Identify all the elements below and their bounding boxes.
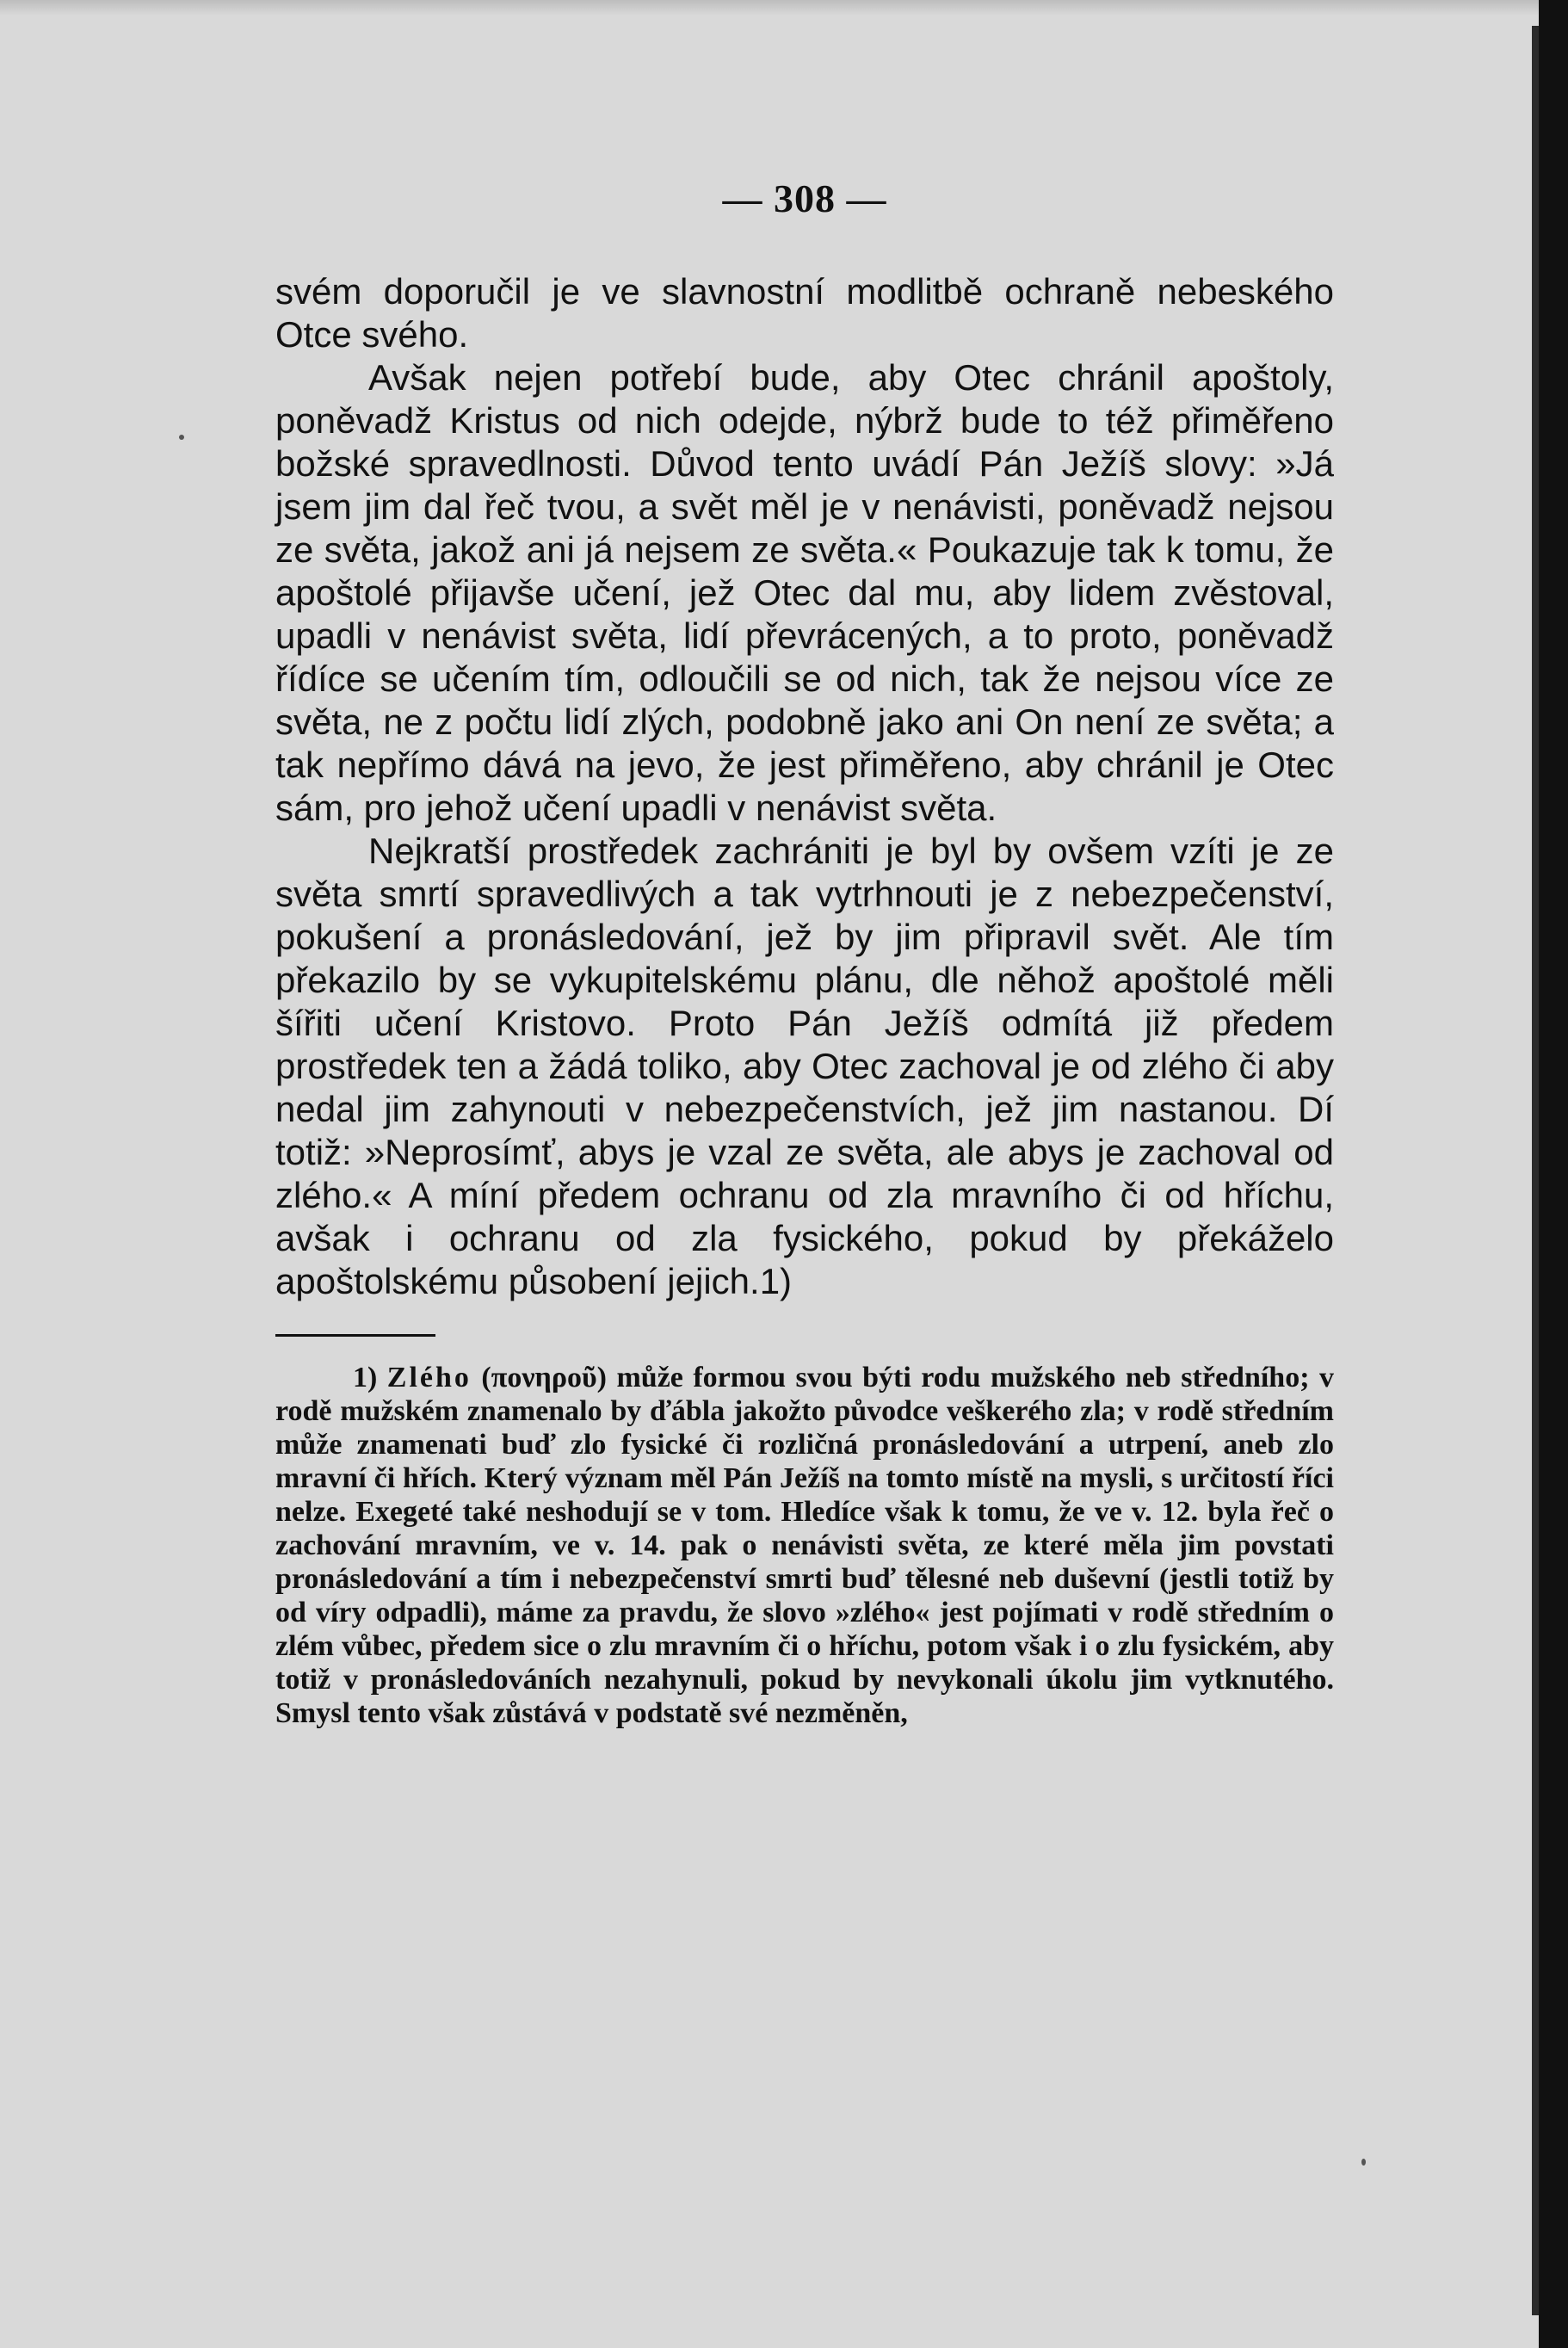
- paragraph-2: Avšak nejen potřebí bude, aby Otec chránil apoštoly, poněvadž Kristus od nich odejde, nýbrž bude to též přiměřeno božské spravedlnosti. Důvod tento uvádí Pán Ježíš slovy: »Já jsem jim dal řeč tvou, a svět měl je v nenávisti, poněvadž nejsou ze světa, jakož ani já nejsem ze světa.« Poukazuje tak k tomu, že apoštolé přijavše učení, jež Otec dal mu, aby lidem zvěstoval, upadli v nenávist světa, lidí převrácených, a to proto, poněvadž řídíce se učením tím, odloučili se od nich, tak že nejsou více ze světa, ne z počtu lidí zlých, podobně jako ani On není ze světa; a tak nepřímo dává na jevo, že jest přiměřeno, aby chránil je Otec sám, pro jehož učení upadli v nenávist světa.: [275, 357, 1334, 828]
- footnote-divider: [275, 1334, 435, 1337]
- scan-speck: [179, 435, 184, 440]
- footnote-greek: (πονηροῦ): [481, 1362, 608, 1393]
- footnote-mark: 1): [353, 1362, 378, 1393]
- scan-right-edge: [1539, 0, 1568, 2348]
- scan-gutter-shadow: [1532, 26, 1539, 2315]
- scan-speck: [1361, 2159, 1366, 2166]
- scan-top-edge: [0, 0, 1568, 15]
- paragraph-1: svém doporučil je ve slavnostní modlitbě ochraně nebeského Otce svého.: [275, 271, 1334, 355]
- footnote-text: může formou svou býti rodu mužského neb středního; v rodě mužském znamenalo by ďábla jakožto původce veškerého zla; v rodě středním může znamenati buď zlo fysické či rozličná pronásledování a utrpení, aneb zlo mravní či hřích. Který význam měl Pán Ježíš na tomto místě na mysli, s určitostí říci nelze. Exegeté také neshodují se v tom. Hledíce však k tomu, že ve v. 12. byla řeč o zachování mravním, ve v. 14. pak o nenávisti světa, ze které měla jim povstati pronásledování a tím i nebezpečenství smrti buď tělesné neb duševní (jestli totiž by od víry odpadli), máme za pravdu, že slovo »zlého« jest pojímati v rodě středním o zlém vůbec, předem sice o zlu mravním či o hříchu, potom však i o zlu fysickém, aby totiž v pronásledováních nezahynuli, pokud by nevykonali úkolu jim vytknutého. Smysl tento však zůstává v podstatě své nezměněn,: [275, 1362, 1334, 1729]
- footnote-lemma: Zlého: [386, 1362, 472, 1393]
- paragraph-3-text: Nejkratší prostředek zachrániti je byl by ovšem vzíti je ze světa smrtí spravedlivých a tak vytrhnouti je z nebezpečenství, pokušení a pronásledování, jež by jim připravil svět. Ale tím překazilo by se vykupitelskému plánu, dle něhož apoštolé měli šířiti učení Kristovo. Proto Pán Ježíš odmítá již předem prostředek ten a žádá toliko, aby Otec zachoval je od zlého či aby nedal jim zahynouti v nebezpečenstvích, jež jim nastanou. Dí totiž: »Neprosímť, abys je vzal ze světa, ale abys je zachoval od zlého.« A míní předem ochranu od zla mravního či od hříchu, avšak i ochranu od zla fysického, pokud by překáželo apoštolskému působení jejich.: [275, 831, 1334, 1301]
- main-text: [275, 270, 1334, 1303]
- footnote-reference: 1): [759, 1261, 793, 1301]
- page-number: — 308 —: [722, 176, 887, 220]
- footnote: [275, 1361, 1334, 1730]
- book-page: [275, 164, 1334, 2298]
- paragraph-3: [275, 830, 1334, 1303]
